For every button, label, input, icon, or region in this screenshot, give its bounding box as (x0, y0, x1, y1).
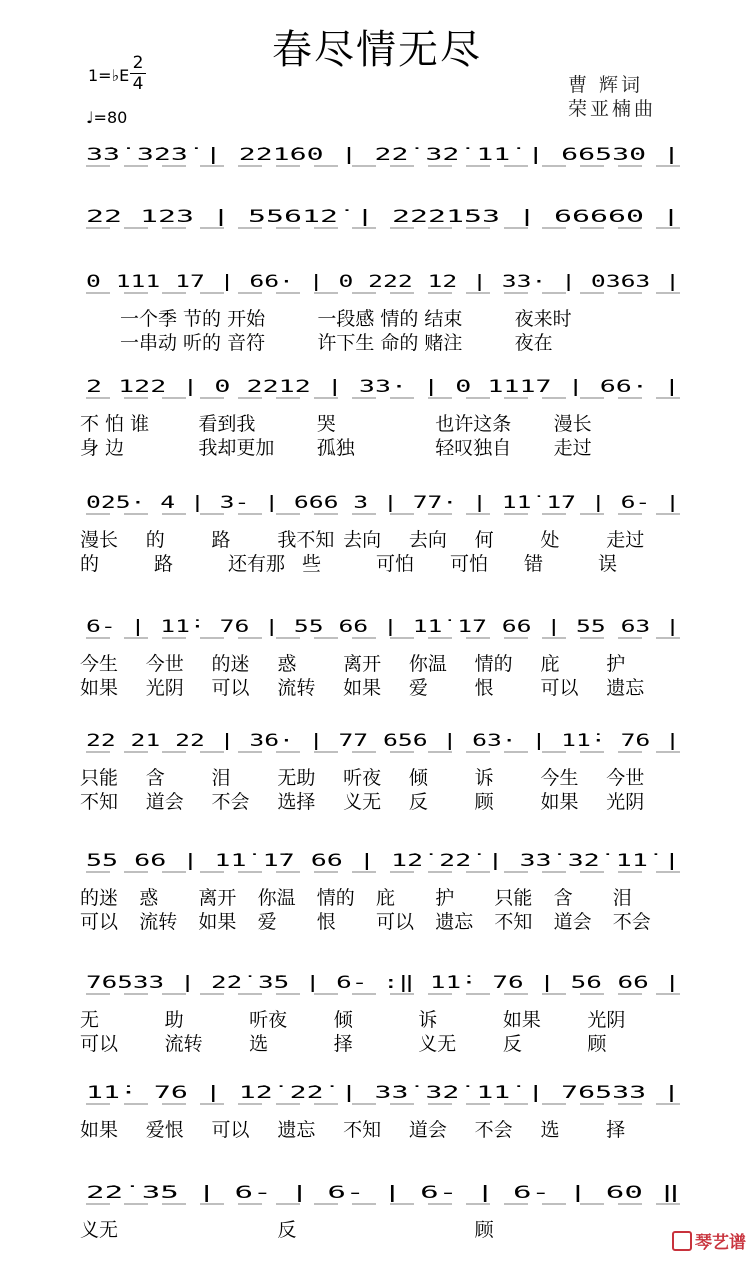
lyric-word: 可以 (211, 1119, 250, 1141)
lyric-word: 的 (80, 553, 100, 575)
lyric-word: 倾 (333, 1009, 353, 1031)
lyric-word: 走过 (606, 529, 645, 551)
lyric-word: 义无 (80, 1219, 119, 1241)
lyric-word: 错 (524, 553, 544, 575)
lyric-word: 的迷 (211, 653, 250, 675)
lyric-word: 遗忘 (435, 911, 474, 933)
lyric-word: 如果 (540, 791, 579, 813)
lyric-word: 不会 (211, 791, 250, 813)
lyric-word: 护 (606, 653, 626, 675)
note-row: 22 21 22 | 36· | 77 656 | 63· | 1̇1̇· 76 | (86, 731, 680, 751)
watermark-logo (672, 1228, 746, 1253)
lyric-word: 的迷 (80, 887, 119, 909)
lyric-word: 今生 (540, 767, 579, 789)
lyric-word: 爱恨 (145, 1119, 184, 1141)
music-system (86, 207, 680, 228)
lyric-word: 身 边 (80, 437, 125, 459)
song-title: 春尽情无尽 (272, 27, 482, 73)
lyric-word: 光阴 (145, 677, 184, 699)
lyric-word: 不知 (494, 911, 533, 933)
lyric-word: 路 (154, 553, 174, 575)
lyric-word: 走过 (553, 437, 592, 459)
lyric-word: 择 (606, 1119, 626, 1141)
lyric-word: 可以 (540, 677, 579, 699)
lyric-word: 恨 (474, 677, 494, 699)
lyric-word: 恨 (316, 911, 336, 933)
music-system (80, 1183, 680, 1241)
lyric-word: 今生 (80, 653, 119, 675)
music-system (80, 973, 680, 1055)
music-system (80, 731, 680, 813)
lyric-word: 你温 (408, 653, 447, 675)
lyric-word: 哭 (316, 413, 336, 435)
lyric-word: 看到我 (198, 413, 256, 435)
lyric-word: 不知 (343, 1119, 382, 1141)
lyric-word: 反 (502, 1033, 522, 1055)
logo-mark-icon (672, 1231, 692, 1251)
lyric-word: 今世 (145, 653, 184, 675)
lyric-word: 今世 (606, 767, 645, 789)
lyric-word: 倾 (408, 767, 428, 789)
lyric-word: 无助 (277, 767, 316, 789)
note-row: 0 111 17 | 66· | 0 222 12 | 33· | 0363 | (86, 272, 680, 292)
lyric-word: 流转 (277, 677, 316, 699)
lyric-word: 庇 (376, 887, 396, 909)
lyric-word: 如果 (80, 677, 119, 699)
music-system (86, 272, 680, 354)
lyric-word: 处 (540, 529, 560, 551)
lyric-word: 可怕 (450, 553, 489, 575)
lyric-word: 去向 (343, 529, 382, 551)
lyric-word: 可以 (376, 911, 415, 933)
lyric-word: 遗忘 (277, 1119, 316, 1141)
music-system (80, 617, 680, 699)
note-row: 55 66 | 1̇1̇ 1̇7 66 | 1̇2̇ 2̇2̇ | 3̇3̇ 3̇2̇ 1̇1̇ | (86, 851, 680, 871)
lyric-word: 如果 (502, 1009, 541, 1031)
note-row: 76533 | 2̇2̇ 3̇5 | 6- :‖ 1̇1̇· 76 | 56 66 | (86, 973, 680, 993)
lyric-word: 夜在 (514, 332, 553, 354)
lyric-word: 反 (277, 1219, 297, 1241)
lyric-word: 离开 (198, 887, 237, 909)
lyric-word: 惑 (139, 887, 159, 909)
lyric-word: 一串动 听的 音符 (120, 332, 266, 354)
lyric-word: 些 (302, 553, 322, 575)
lyric-word: 顾 (587, 1033, 607, 1055)
note-row: 2 122 | 0 2212 | 33· | 0 1117 | 66· | (86, 377, 680, 397)
lyric-word: 选 (249, 1033, 269, 1055)
lyric-word: 顾 (474, 791, 494, 813)
lyric-word: 一段感 情的 结束 (317, 308, 463, 330)
lyric-word: 流转 (164, 1033, 203, 1055)
lyric-word: 何 (474, 529, 494, 551)
lyric-word: 漫长 (553, 413, 592, 435)
lyric-word: 道会 (145, 791, 184, 813)
lyric-word: 反 (408, 791, 428, 813)
lyric-word: 选 (540, 1119, 560, 1141)
lyric-word: 如果 (343, 677, 382, 699)
note-row: 1̇1̇· 76 | 1̇2̇ 2̇2̇ | 3̇3̇ 3̇2̇ 1̇1̇ | 76533 | (86, 1083, 680, 1103)
tempo-marking: ♩=80 (86, 108, 128, 127)
lyric-word: 助 (164, 1009, 184, 1031)
lyric-word: 道会 (553, 911, 592, 933)
lyric-word: 顾 (474, 1219, 494, 1241)
lyric-word: 我却更加 (198, 437, 275, 459)
lyric-word: 情的 (474, 653, 513, 675)
lyric-word: 听夜 (343, 767, 382, 789)
note-row: 3̇3̇ 3̇2̇3̇ | 2̇2̇1̇60 | 2̇2̇ 3̇2̇ 1̇1̇ | 66530 | (86, 145, 680, 165)
lyric-word: 可以 (80, 911, 119, 933)
music-system (86, 145, 680, 166)
lyric-word: 道会 (408, 1119, 447, 1141)
music-system (80, 851, 680, 933)
lyric-word: 诉 (418, 1009, 438, 1031)
lyric-word: 还有那 (228, 553, 286, 575)
note-row: 6- | 1̇1̇· 76 | 55 66 | 1̇1̇ 1̇7 66 | 55 63 | (86, 617, 680, 637)
lyric-word: 夜来时 (514, 308, 572, 330)
lyric-word: 去向 (408, 529, 447, 551)
lyric-word: 选择 (277, 791, 316, 813)
meter-top: 2 (132, 53, 144, 73)
lyric-word: 不 怕 谁 (80, 413, 150, 435)
lyric-word: 爱 (408, 677, 428, 699)
music-system (80, 377, 680, 459)
lyric-word: 泪 (211, 767, 231, 789)
lyric-word: 孤独 (316, 437, 355, 459)
lyric-word: 遗忘 (606, 677, 645, 699)
lyric-word: 诉 (474, 767, 494, 789)
lyric-word: 如果 (198, 911, 237, 933)
lyric-word: 情的 (316, 887, 355, 909)
lyric-word: 听夜 (249, 1009, 288, 1031)
lyric-word: 轻叹独自 (435, 437, 512, 459)
music-system (80, 493, 680, 575)
lyric-word: 只能 (494, 887, 533, 909)
lyric-word: 无 (80, 1009, 100, 1031)
lyric-word: 义无 (343, 791, 382, 813)
lyric-word: 路 (211, 529, 231, 551)
lyric-word: 我不知 (277, 529, 335, 551)
lyric-word: 含 (553, 887, 573, 909)
lyric-word: 泪 (612, 887, 632, 909)
lyric-word: 爱 (257, 911, 277, 933)
lyric-word: 不会 (474, 1119, 513, 1141)
note-row: 025· 4 | 3- | 666 3 | 77· | 1̇1̇ 1̇7 | 6- | (86, 493, 680, 513)
lyric-word: 的 (145, 529, 165, 551)
meter-bottom: 4 (132, 74, 144, 94)
lyric-word: 可以 (211, 677, 250, 699)
lyric-word: 误 (598, 553, 618, 575)
note-row: 2̇2̇ 3̇5 | 6- | 6- | 6- | 6- | 60 ‖ (86, 1183, 680, 1203)
watermark-text: 琴艺谱 (695, 1233, 746, 1253)
lyric-word: 许下生 命的 赌注 (317, 332, 463, 354)
lyric-word: 流转 (139, 911, 178, 933)
lyric-word: 你温 (257, 887, 296, 909)
lyric-word: 如果 (80, 1119, 119, 1141)
lyric-word: 择 (333, 1033, 353, 1055)
lyric-word: 不会 (612, 911, 651, 933)
lyric-word: 庇 (540, 653, 560, 675)
music-system (80, 1083, 680, 1141)
lyric-word: 光阴 (606, 791, 645, 813)
lyric-word: 漫长 (80, 529, 119, 551)
lyric-word: 只能 (80, 767, 119, 789)
lyric-word: 不知 (80, 791, 119, 813)
lyric-word: 惑 (277, 653, 297, 675)
lyric-word: 离开 (343, 653, 382, 675)
lyric-word: 可以 (80, 1033, 119, 1055)
lyric-word: 义无 (418, 1033, 457, 1055)
key-signature: 1=♭E (88, 66, 130, 85)
composer-credit: 荣亚楠曲 (568, 98, 657, 120)
lyricist-credit: 曹 辉词 (568, 74, 644, 96)
lyric-word: 也许这条 (435, 413, 512, 435)
lyric-word: 一个季 节的 开始 (120, 308, 266, 330)
lyric-word: 可怕 (376, 553, 415, 575)
lyric-word: 光阴 (587, 1009, 626, 1031)
lyric-word: 护 (435, 887, 455, 909)
note-row: 22 123 | 5561̇2̇ | 2̇2̇2̇1̇53 | 66660 | (86, 207, 680, 227)
lyric-word: 含 (145, 767, 165, 789)
